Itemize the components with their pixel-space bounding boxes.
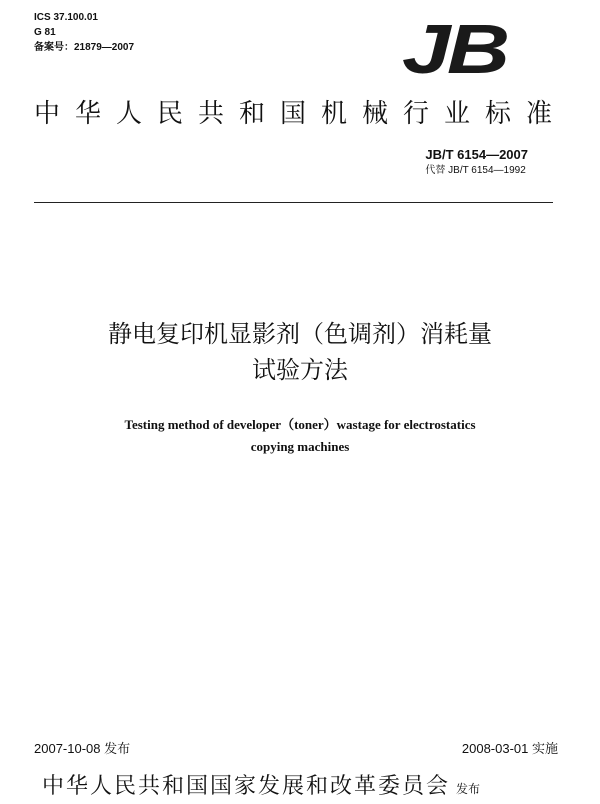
- issuer-suffix: 发布: [456, 782, 481, 796]
- class-code: G 81: [34, 27, 56, 38]
- issue-date: 2007-10-08 发布: [34, 741, 131, 756]
- jb-logo: JB: [402, 10, 507, 88]
- issuer-name: 中华人民共和国国家发展和改革委员会: [42, 774, 451, 799]
- chinese-title-line-1: 静电复印机显影剂（色调剂）消耗量: [108, 320, 492, 348]
- standard-number-block: [425, 146, 528, 178]
- chinese-title: [0, 316, 600, 388]
- issuing-authority: [42, 772, 562, 804]
- english-title-line-2: copying machines: [250, 439, 350, 454]
- header-divider: [34, 202, 553, 203]
- classification-codes: [34, 10, 134, 55]
- standard-number: JB/T 6154—2007: [425, 147, 528, 162]
- english-title-line-1: Testing method of developer（toner）wastage for electrostatics: [124, 417, 476, 432]
- english-title: [0, 414, 600, 458]
- ics-code: ICS 37.100.01: [34, 12, 98, 23]
- chinese-title-line-2: 试验方法: [252, 356, 348, 384]
- replaces-standard: 代替 JB/T 6154—1992: [425, 165, 526, 176]
- org-title: 中华人民共和国机械行业标准: [34, 99, 568, 129]
- implementation-date: 2008-03-01 实施: [461, 741, 558, 756]
- record-number: 备案号：21879—2007: [34, 42, 135, 53]
